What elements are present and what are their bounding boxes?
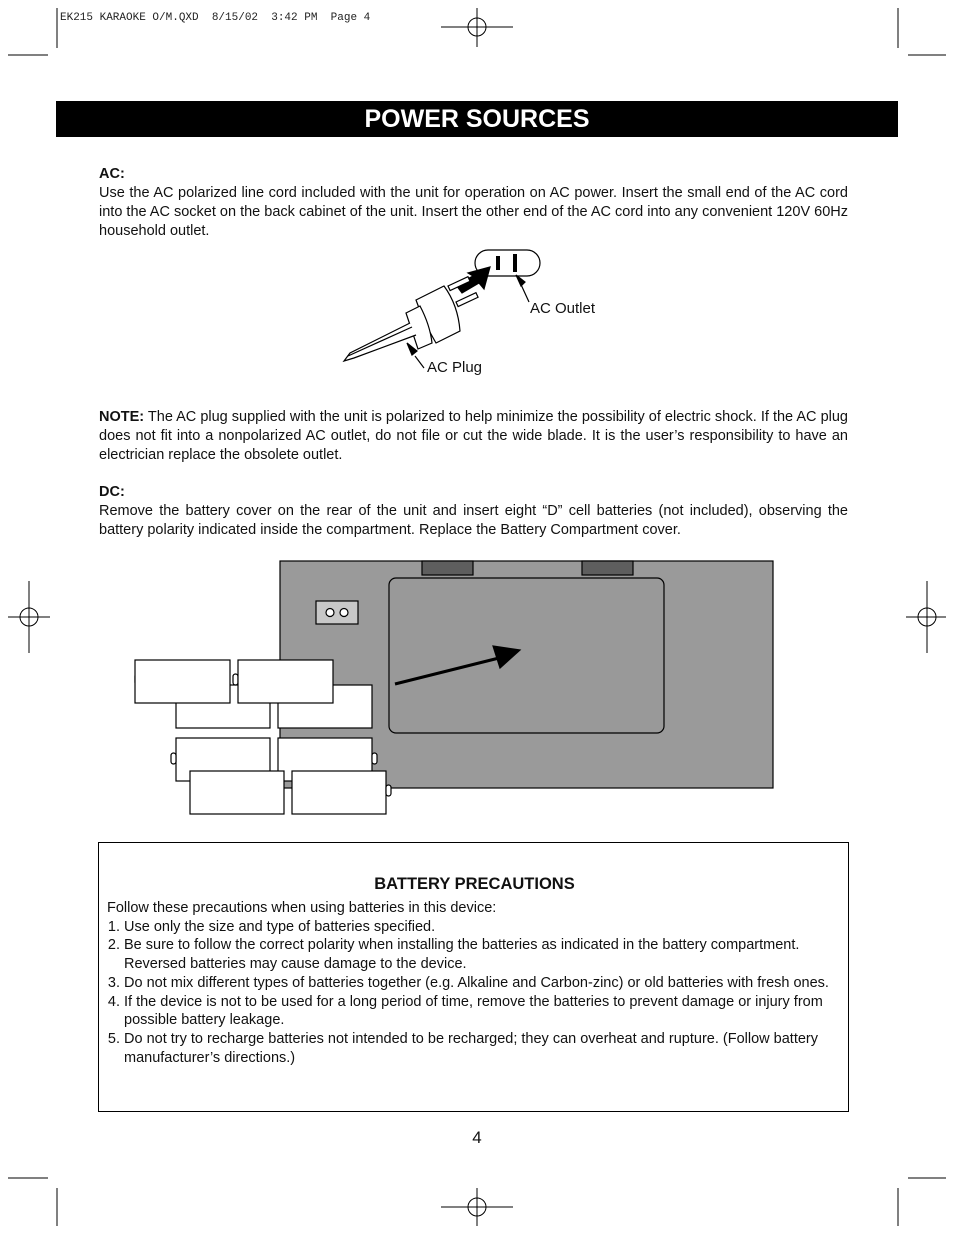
note-body: The AC plug supplied with the unit is polarized to help minimize the possibility of electric shock. If the AC plug does not fit into a nonpolarized AC outlet, do not file or cut the wide blade. It is the user’s responsibility to have an electrician replace the obsolete outlet. [99,409,848,463]
battery-compartment-illustration [125,556,780,821]
ac-heading: AC: [99,166,125,182]
crosshair-top [441,8,513,47]
ac-body: Use the AC polarized line cord included with the unit for operation on AC power. Insert the small end of the AC cord into the AC socket on the back cabinet of the unit. Insert the other end of the AC cord into any convenient 120V 60Hz household outlet. [99,185,848,239]
list-item: 3. Do not mix different types of batteries together (e.g. Alkaline and Carbon-zinc) or old batteries with fresh ones. [124,974,843,993]
list-item: 4. If the device is not to be used for a long period of time, remove the batteries to prevent damage or injury from possible battery leakage. [124,993,843,1030]
precautions-title: BATTERY PRECAUTIONS [374,875,575,893]
note-paragraph [99,408,848,465]
crosshair-left [8,581,50,653]
ac-plug-illustration [340,245,550,375]
note-label: NOTE: [99,409,145,425]
list-item: 2. Be sure to follow the correct polarity when installing the batteries as indicated in the battery compartment. Reversed batteries may cause damage to the device. [124,936,843,973]
ac-socket [316,601,358,624]
battery-precautions-box [98,842,849,1112]
page-title: POWER SOURCES [56,101,898,137]
crosshair-bottom [441,1188,513,1226]
precautions-text [107,899,843,1067]
precautions-intro: Follow these precautions when using batteries in this device: [107,900,497,916]
print-slug: EK215 KARAOKE O/M.QXD 8/15/02 3:42 PM Page 4 [60,12,371,24]
dc-heading: DC: [99,484,125,500]
battery [292,771,391,814]
ac-plug-label: AC Plug [427,359,483,376]
list-item: 1. Use only the size and type of batteries specified. [124,918,843,937]
battery [190,771,284,814]
page-number: 4 [472,1128,482,1147]
list-item: 5. Do not try to recharge batteries not intended to be recharged; they can overheat and rupture. (Follow battery manufacturer’s directions.) [124,1030,843,1067]
battery-cover [389,578,664,733]
crosshair-right [906,581,946,653]
dc-body: Remove the battery cover on the rear of the unit and insert eight “D” cell batteries (not included), observing the battery polarity indicated inside the compartment. Replace the Battery Compartment cover. [99,503,848,538]
precautions-list [107,918,843,1068]
ac-outlet-label: AC Outlet [530,300,596,317]
